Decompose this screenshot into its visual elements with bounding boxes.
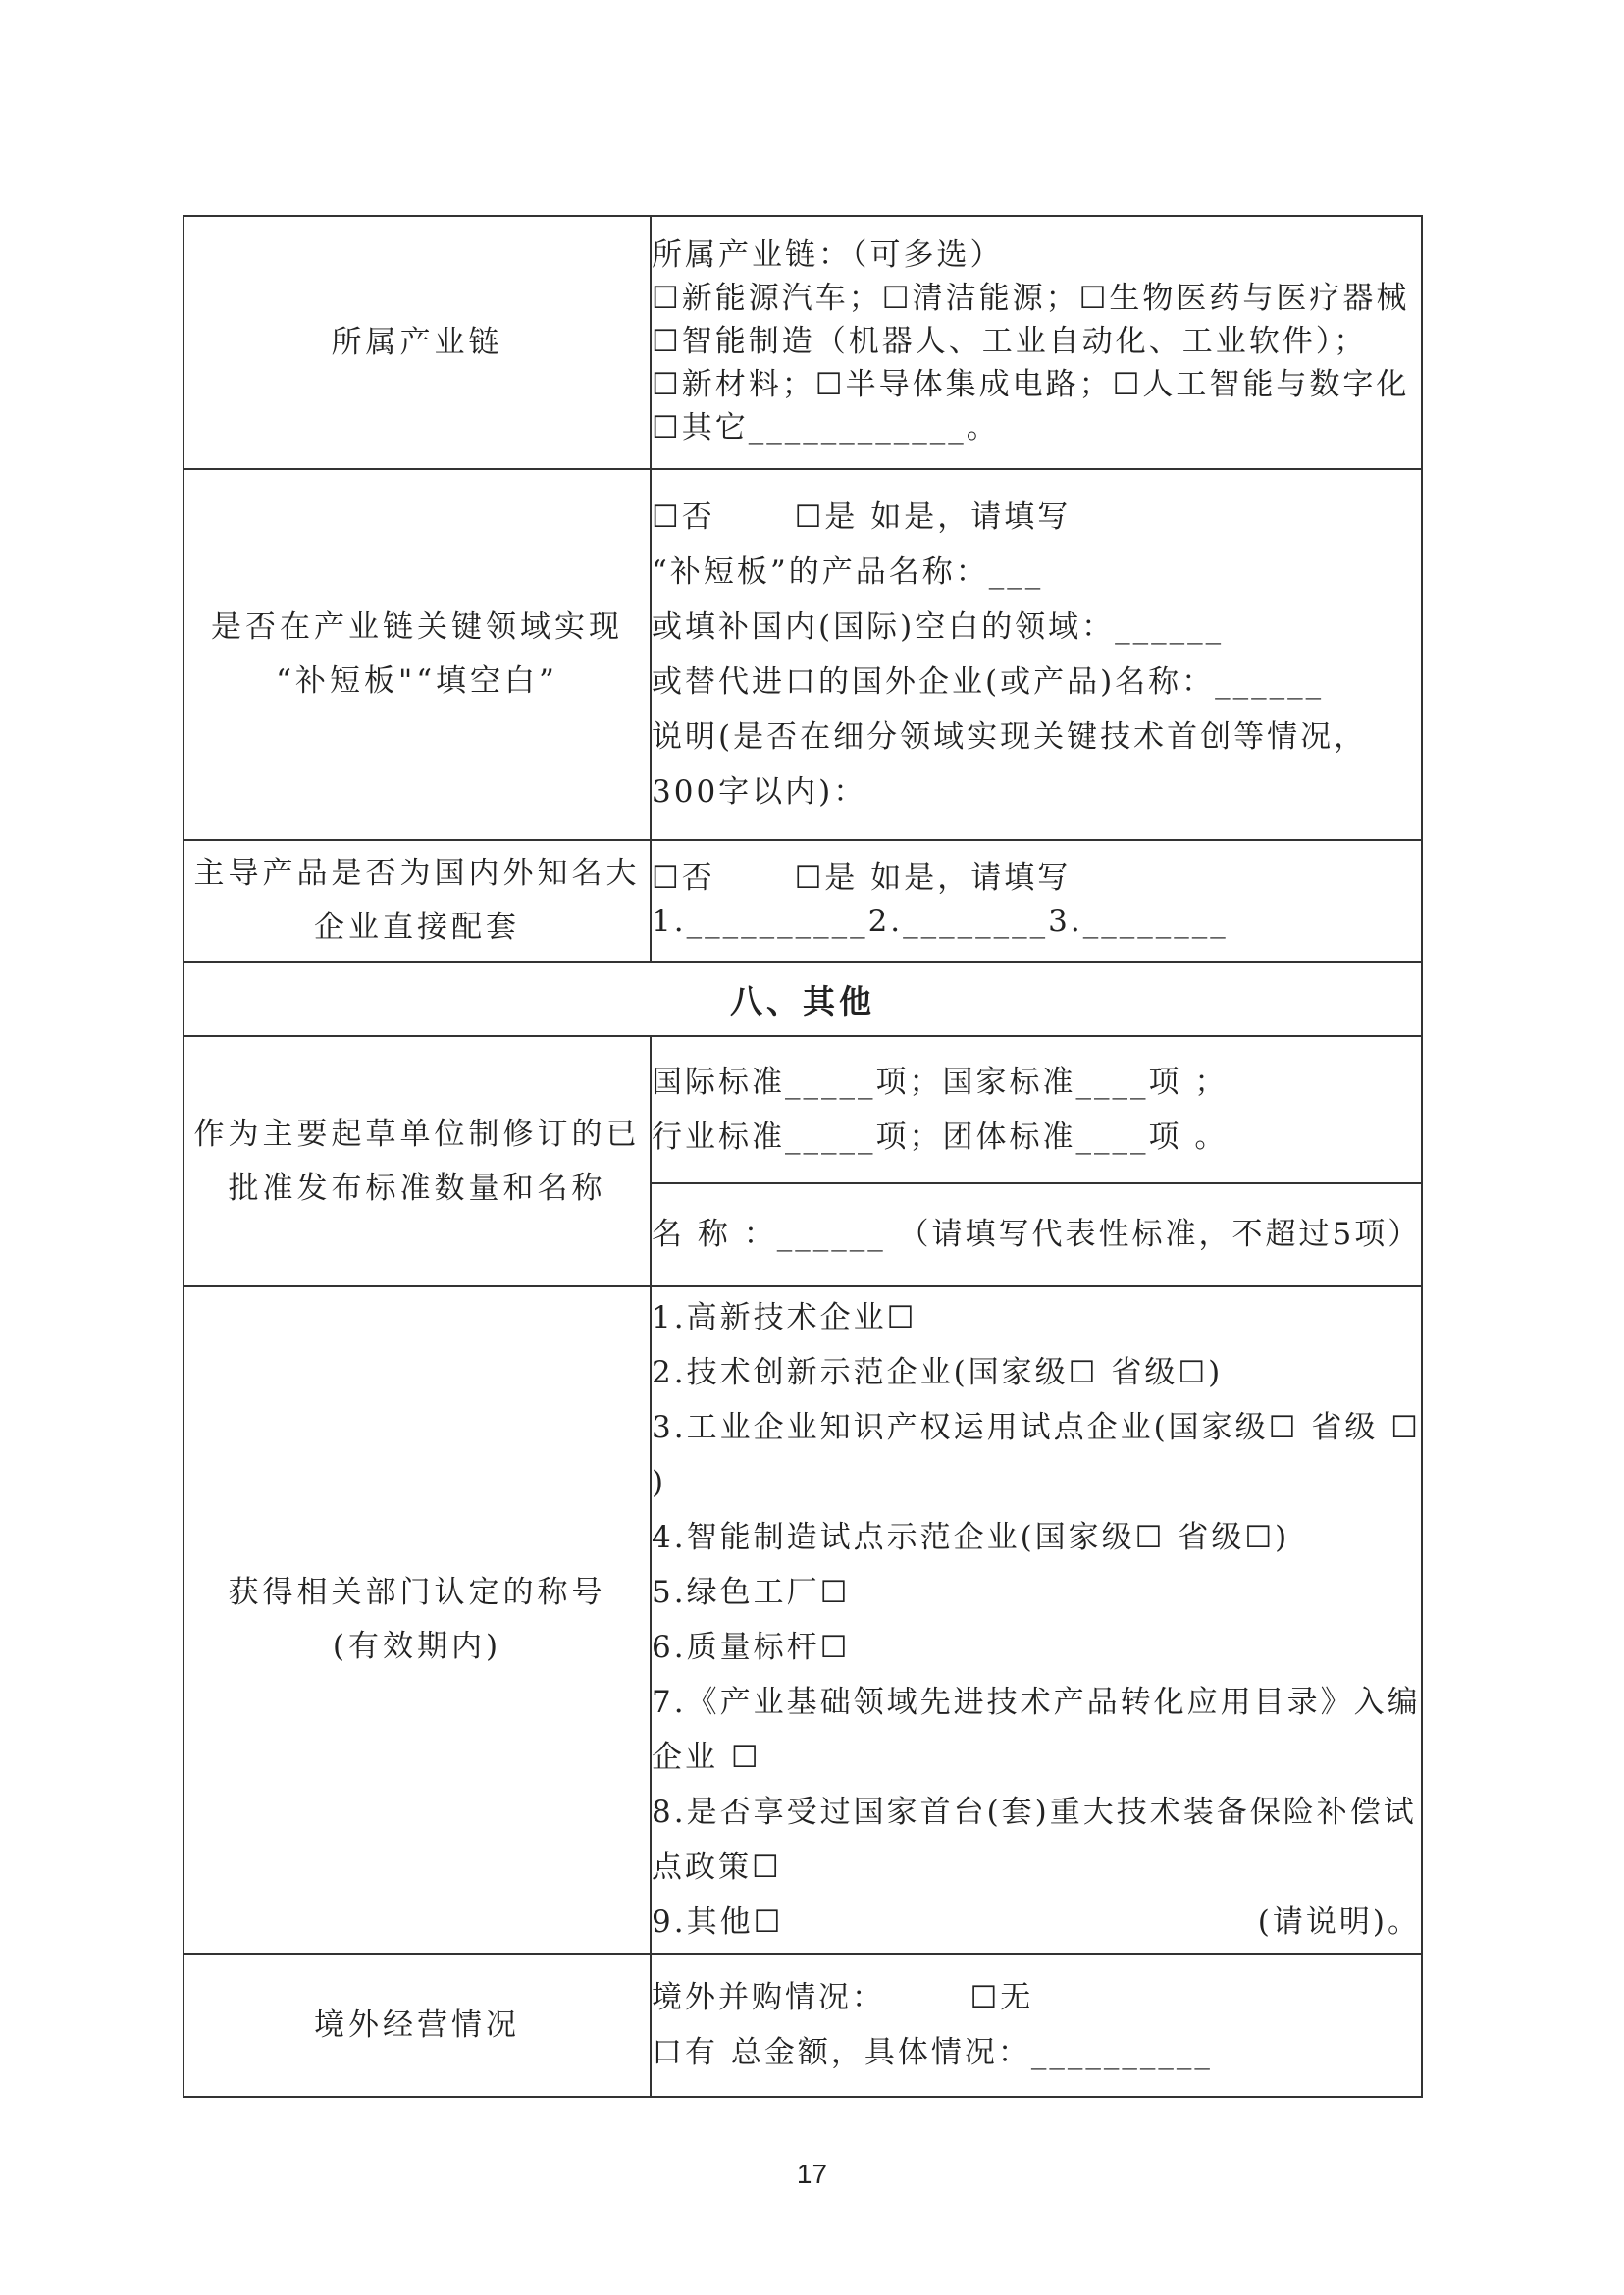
row-shortboard	[183, 469, 1422, 840]
standards-name-field[interactable]	[651, 1183, 1422, 1286]
title-option[interactable]: 2.技术创新示范企业(国家级☐ 省级☐)	[652, 1355, 1224, 1390]
title-option-other[interactable]	[652, 1895, 1421, 1950]
label-industry-chain: 所属产业链	[183, 216, 651, 469]
label-line: (有效期内)	[332, 1629, 502, 1664]
yes-no-checkboxes[interactable]: ☐否 ☐是 如是，请填写	[652, 861, 1072, 896]
overseas-line[interactable]: 境外并购情况： ☐无	[652, 1980, 1034, 2015]
standards-count-line[interactable]: 行业标准_____项；团体标准____项 。	[652, 1120, 1229, 1155]
titles-options[interactable]	[651, 1286, 1422, 1954]
row-overseas	[183, 1954, 1422, 2097]
title-option[interactable]: 1.高新技术企业☐	[652, 1300, 917, 1335]
label-supply	[183, 840, 651, 962]
import-substitute-field[interactable]: 或替代进口的国外企业(或产品)名称：______	[652, 664, 1325, 700]
label-overseas: 境外经营情况	[183, 1954, 651, 2097]
title-option[interactable]: 8.是否享受过国家首台(套)重大技术装备保险补偿试点政策☐	[652, 1795, 1417, 1885]
standards-name-line[interactable]: 名 称 ：______ （请填写代表性标准，不超过5项）	[652, 1216, 1422, 1252]
title-option[interactable]: 3.工业企业知识产权运用试点企业(国家级☐ 省级 ☐ )	[652, 1410, 1421, 1500]
standards-count-fields[interactable]	[651, 1036, 1422, 1183]
label-line: 是否在产业链关键领域实现	[211, 609, 623, 645]
title-option[interactable]: 4.智能制造试点示范企业(国家级☐ 省级☐)	[652, 1520, 1290, 1555]
other-explain-label: (请说明)。	[1257, 1904, 1421, 1940]
chain-line: 所属产业链：（可多选）	[652, 237, 1004, 273]
page-number: 17	[796, 2159, 828, 2189]
overseas-line[interactable]: 口有 总金额，具体情况：__________	[652, 2035, 1213, 2070]
row-standards-count	[183, 1036, 1422, 1183]
yes-no-checkboxes[interactable]: ☐否 ☐是 如是，请填写	[652, 499, 1072, 535]
section-title: 八、其他	[183, 962, 1422, 1036]
title-option[interactable]: 6.质量标杆☐	[652, 1630, 851, 1665]
application-form-table	[183, 215, 1423, 2098]
other-checkbox-label[interactable]: 9.其他☐	[652, 1904, 784, 1940]
industry-chain-options[interactable]	[651, 216, 1422, 469]
label-line: 主导产品是否为国内外知名大	[193, 856, 641, 891]
label-line: “补短板"“填空白”	[276, 663, 558, 699]
chain-line[interactable]: ☐其它____________。	[652, 410, 1000, 445]
title-option[interactable]: 7.《产业基础领域先进技术产品转化应用目录》入编企业 ☐	[652, 1685, 1421, 1775]
label-standards	[183, 1036, 651, 1286]
row-section-title	[183, 962, 1422, 1036]
product-name-field[interactable]: “补短板”的产品名称：___	[652, 554, 1044, 590]
label-line: 获得相关部门认定的称号	[228, 1575, 606, 1610]
row-titles	[183, 1286, 1422, 1954]
partner-fields[interactable]: 1.__________2.________3.________	[652, 904, 1229, 939]
chain-line[interactable]: ☐智能制造（机器人、工业自动化、工业软件）；	[652, 324, 1368, 359]
overseas-fields[interactable]	[651, 1954, 1422, 2097]
row-industry-chain	[183, 216, 1422, 469]
supply-fields[interactable]	[651, 840, 1422, 962]
label-line: 作为主要起草单位制修订的已	[193, 1116, 641, 1152]
chain-line[interactable]: ☐新能源汽车；☐清洁能源；☐生物医药与医疗器械	[652, 281, 1410, 316]
title-option[interactable]: 5.绿色工厂☐	[652, 1575, 851, 1610]
label-shortboard	[183, 469, 651, 840]
chain-line[interactable]: ☐新材料；☐半导体集成电路；☐人工智能与数字化	[652, 367, 1410, 402]
label-line: 批准发布标准数量和名称	[228, 1170, 606, 1206]
standards-count-line[interactable]: 国际标准_____项；国家标准____项 ；	[652, 1065, 1229, 1100]
shortboard-fields[interactable]	[651, 469, 1422, 840]
row-supply	[183, 840, 1422, 962]
description-field[interactable]: 说明(是否在细分领域实现关键技术首创等情况，300字以内)：	[652, 719, 1368, 809]
label-line: 企业直接配套	[314, 910, 520, 945]
label-titles	[183, 1286, 651, 1954]
gap-field[interactable]: 或填补国内(国际)空白的领域：______	[652, 609, 1225, 645]
